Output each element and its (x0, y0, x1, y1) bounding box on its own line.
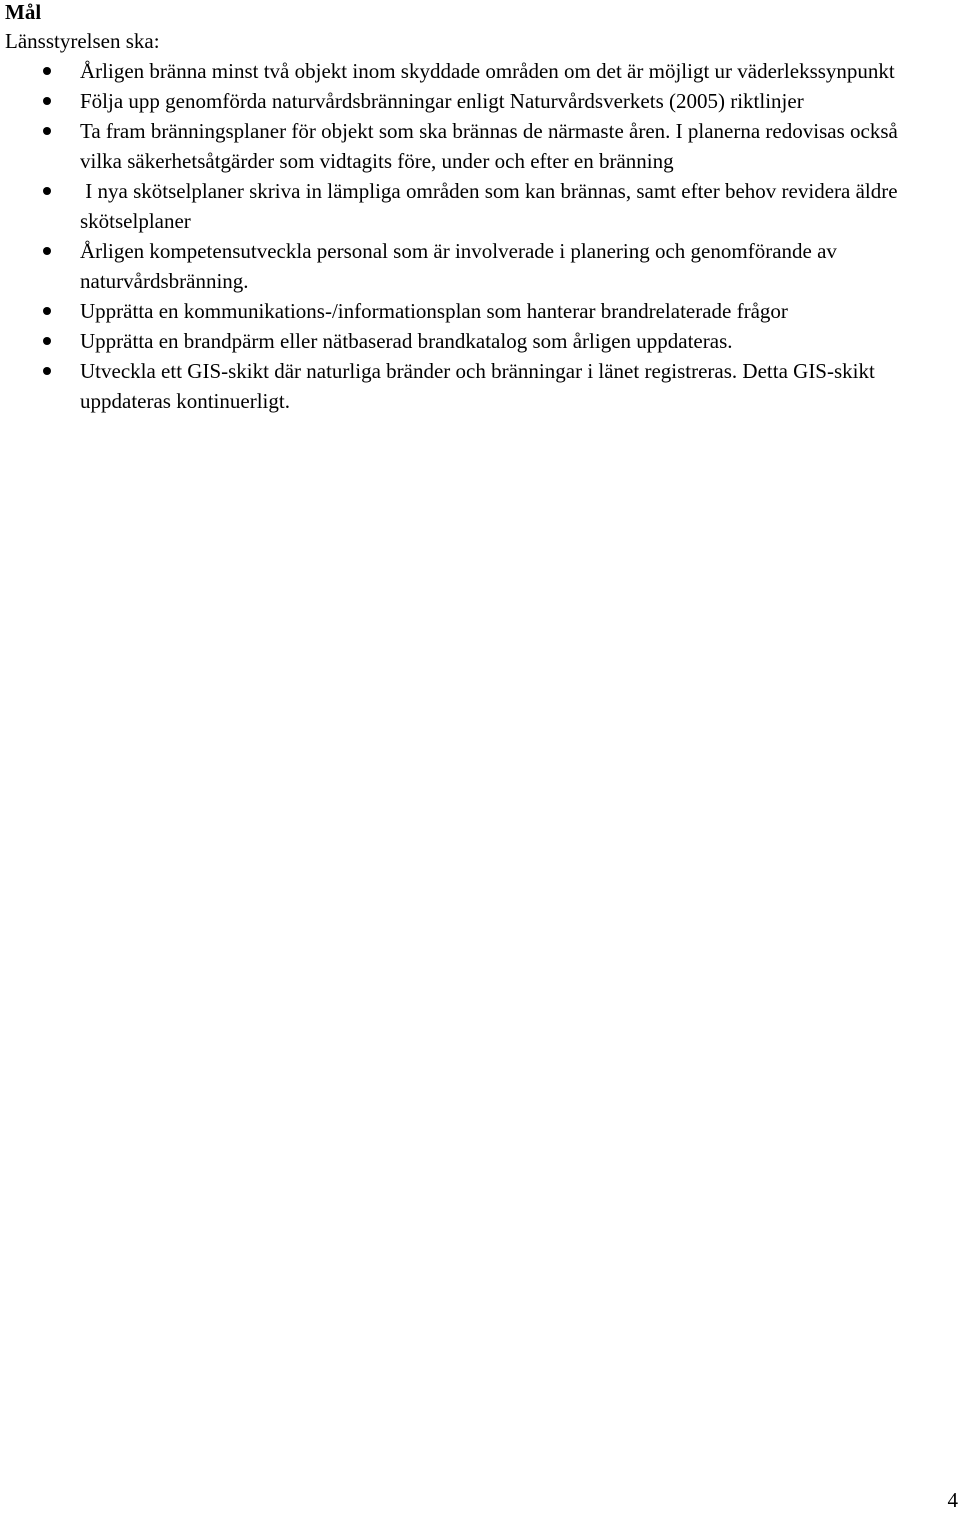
list-item (0, 116, 960, 176)
goal-text: Utveckla ett GIS-skikt där naturliga bränder och bränningar i länet registreras. Detta GIS-skikt uppdateras kontinuerligt. (80, 359, 875, 413)
bullet-icon (43, 307, 51, 315)
list-item (0, 356, 960, 416)
list-item (0, 176, 960, 236)
goals-list (0, 56, 960, 416)
goal-text: Upprätta en brandpärm eller nätbaserad brandkatalog som årligen uppdateras. (80, 329, 733, 353)
list-item (0, 236, 960, 296)
bullet-icon (43, 97, 51, 105)
list-item (0, 326, 960, 356)
list-item (0, 86, 960, 116)
intro-text: Länsstyrelsen ska: (5, 29, 160, 53)
bullet-icon (43, 187, 51, 195)
page-number: 4 (947, 1488, 958, 1512)
goal-text: Upprätta en kommunikations-/informationsplan som hanterar brandrelaterade frågor (80, 299, 788, 323)
goal-text: Årligen bränna minst två objekt inom skyddade områden om det är möjligt ur väderlekssynpunkt (80, 59, 895, 83)
list-item (0, 56, 960, 86)
goal-text: I nya skötselplaner skriva in lämpliga områden som kan brännas, samt efter behov revidera äldre skötselplaner (80, 179, 903, 233)
goal-text: Följa upp genomförda naturvårdsbränningar enligt Naturvårdsverkets (2005) riktlinjer (80, 89, 804, 113)
goal-text: Ta fram bränningsplaner för objekt som ska brännas de närmaste åren. I planerna redovisas också vilka säkerhetsåtgärder som vidtagits före, under och efter en bränning (80, 119, 898, 173)
bullet-icon (43, 247, 51, 255)
section-heading: Mål (5, 0, 42, 24)
goal-text: Årligen kompetensutveckla personal som är involverade i planering och genomförande av naturvårdsbränning. (80, 239, 837, 293)
bullet-icon (43, 127, 51, 135)
bullet-icon (43, 367, 51, 375)
bullet-icon (43, 67, 51, 75)
list-item (0, 296, 960, 326)
bullet-icon (43, 337, 51, 345)
